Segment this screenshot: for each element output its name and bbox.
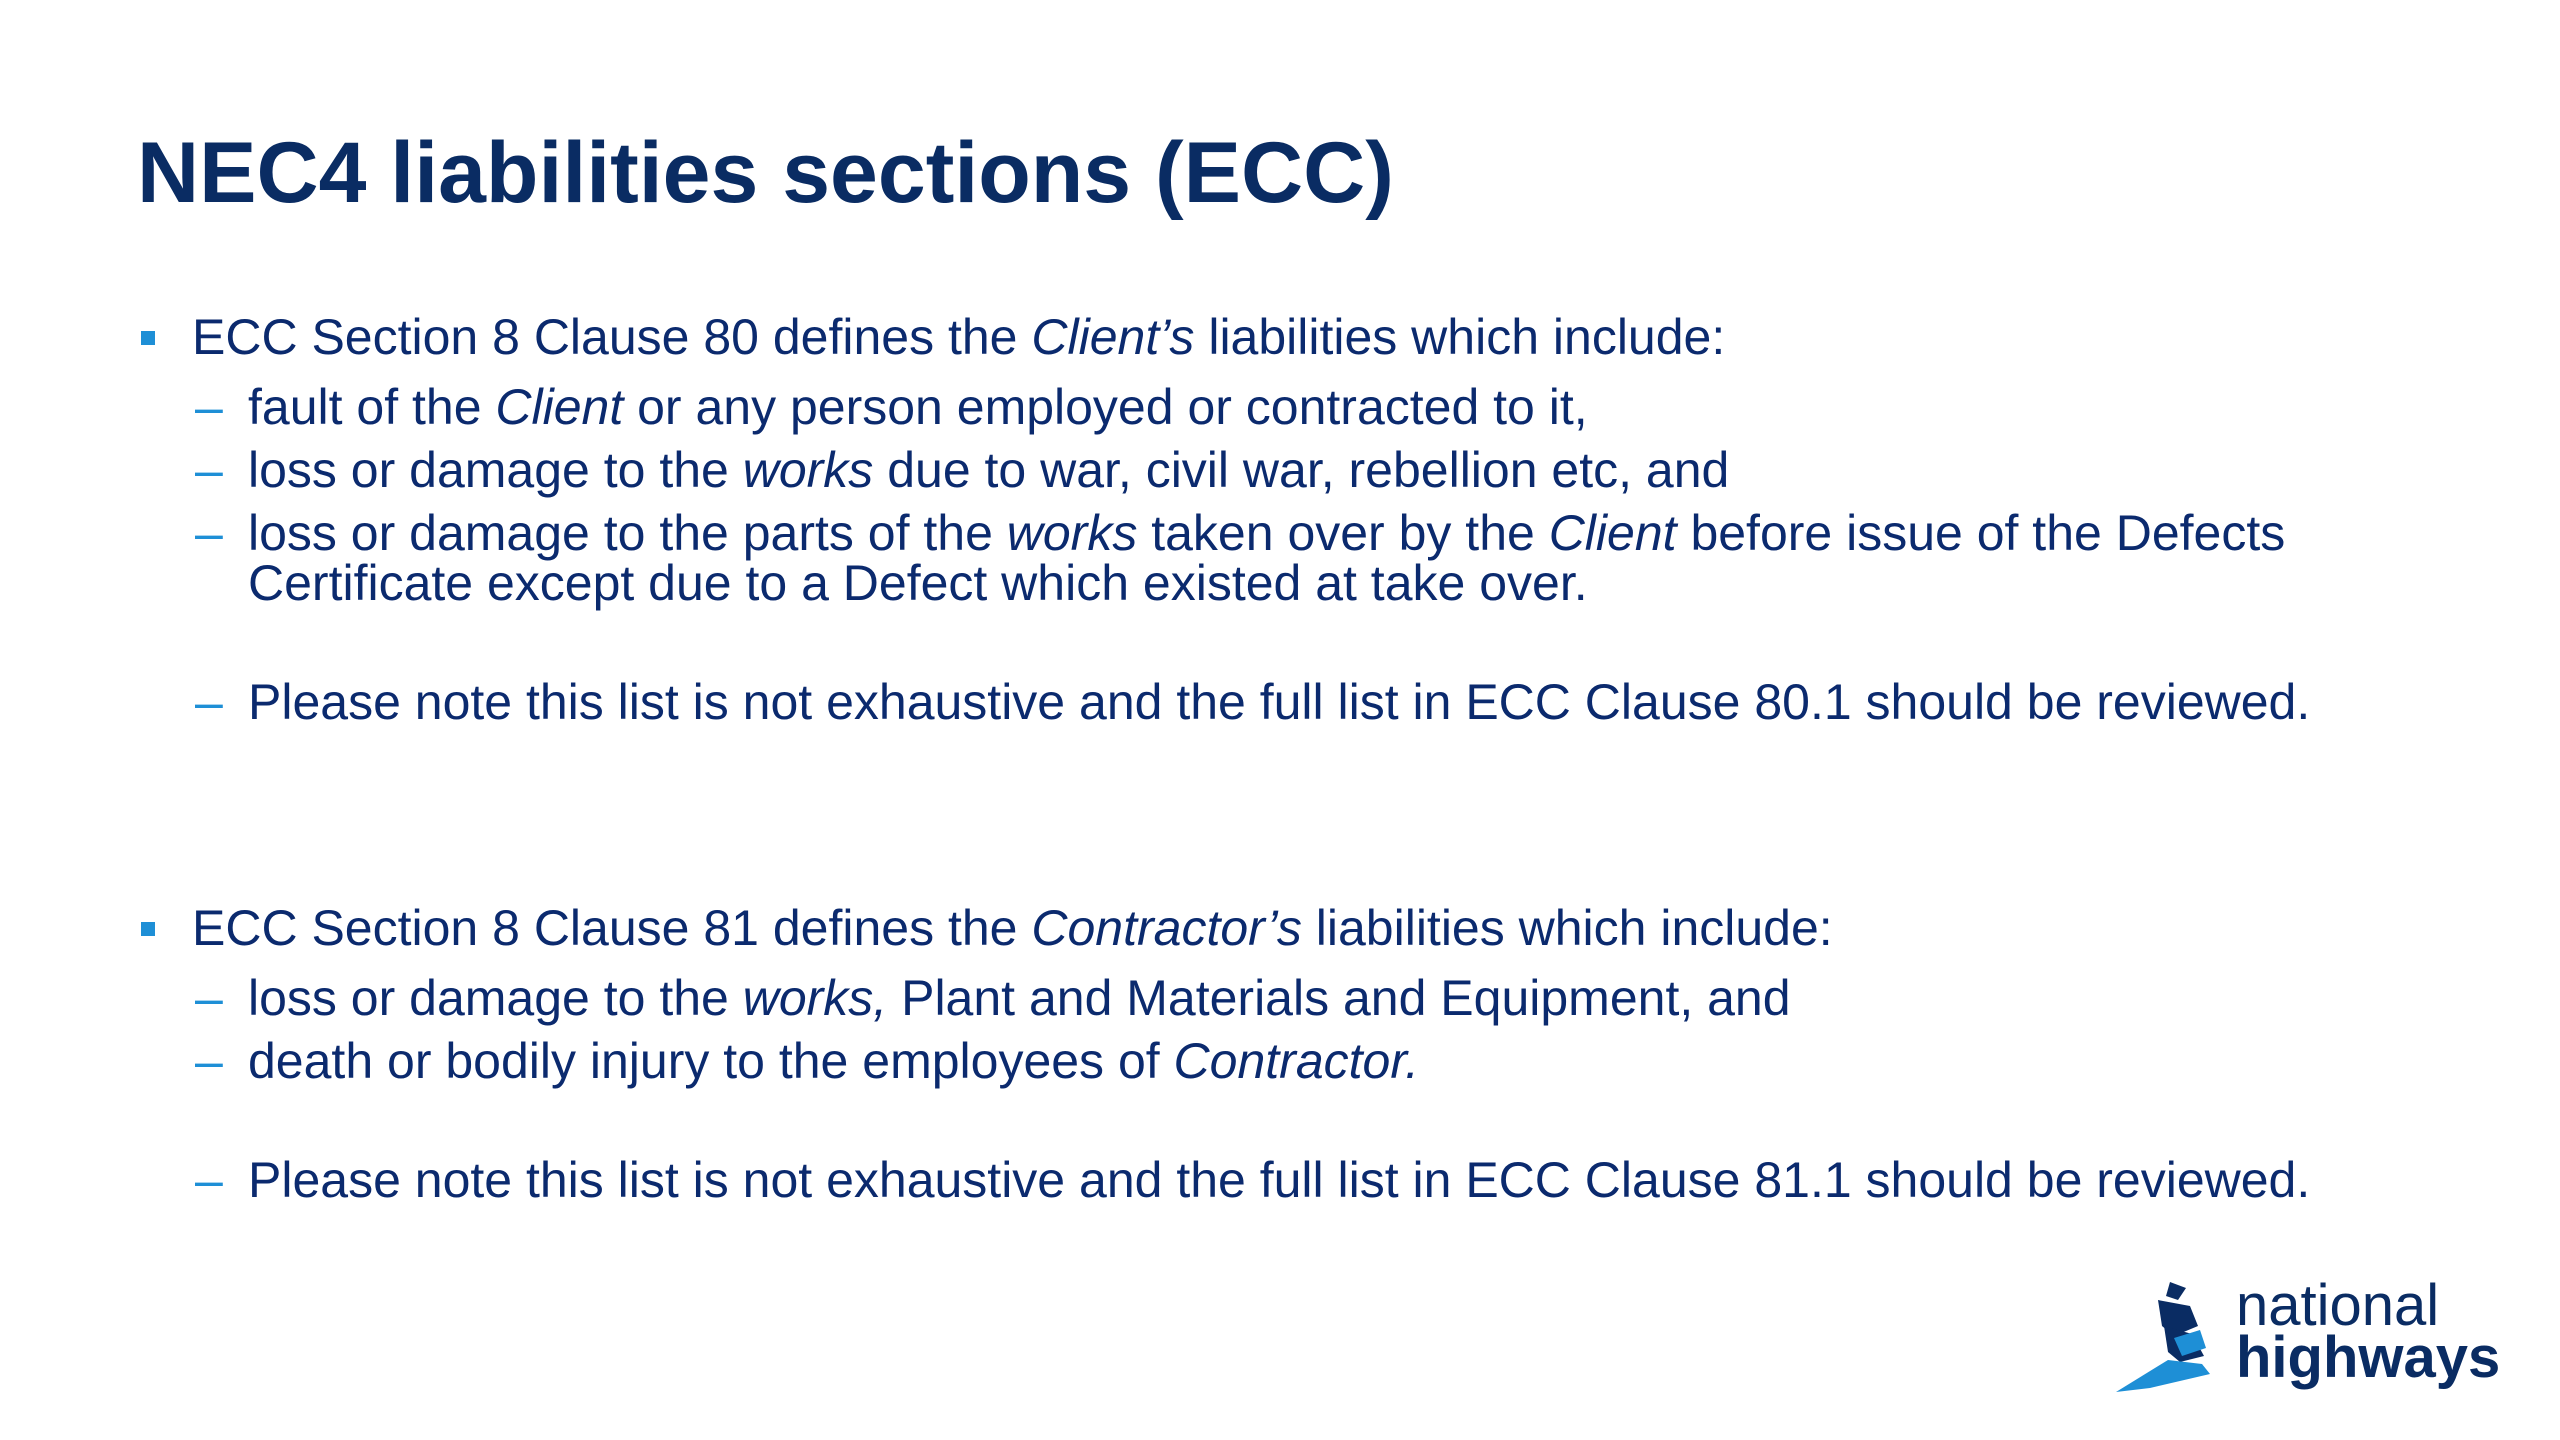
national-highways-logo xyxy=(2112,1273,2512,1398)
dash-bullet-icon: – xyxy=(195,505,223,561)
dash-bullet-icon: – xyxy=(195,1152,223,1208)
dash-bullet-icon: – xyxy=(195,379,223,435)
item-text: loss or damage to the parts of the xyxy=(248,505,1007,561)
item-text-end: or any person employed or contracted to it, xyxy=(623,379,1588,435)
client-liabilities-section xyxy=(137,305,2437,730)
intro-emphasis: Client’s xyxy=(1031,309,1195,365)
intro-text-end: liabilities which include: xyxy=(1301,900,1833,956)
list-item xyxy=(137,442,2437,498)
intro-text: ECC Section 8 Clause 80 defines the xyxy=(192,309,1032,365)
dash-bullet-icon: – xyxy=(195,970,223,1026)
item-text-end: before issue of the Defects xyxy=(1676,505,2286,561)
note-text: Please note this list is not exhaustive and the full list in ECC Clause 81.1 should be reviewed. xyxy=(248,1152,2311,1208)
item-emphasis-2: Client xyxy=(1548,505,1677,561)
item-text: loss or damage to the xyxy=(248,970,743,1026)
list-item xyxy=(137,505,2437,611)
note-text: Please note this list is not exhaustive and the full list in ECC Clause 80.1 should be reviewed. xyxy=(248,674,2311,730)
dash-bullet-icon: – xyxy=(195,674,223,730)
list-note xyxy=(137,674,2437,730)
intro-text: ECC Section 8 Clause 81 defines the xyxy=(192,900,1032,956)
logo-word-national: national xyxy=(2236,1273,2440,1338)
list-item xyxy=(137,1033,2437,1089)
list-item xyxy=(137,379,2437,435)
item-emphasis: works, xyxy=(742,970,888,1026)
list-note xyxy=(137,1152,2437,1208)
item-text-continued: Certificate except due to a Defect which existed at take over. xyxy=(248,555,1588,611)
contractor-liabilities-intro xyxy=(137,896,2437,960)
item-text: loss or damage to the xyxy=(248,442,743,498)
square-bullet-icon xyxy=(141,922,155,936)
logo-wordmark xyxy=(2236,1273,2501,1390)
item-emphasis: Client xyxy=(495,379,624,435)
square-bullet-icon xyxy=(141,331,155,345)
item-text: death or bodily injury to the employees of xyxy=(248,1033,1174,1089)
item-emphasis: works xyxy=(742,442,874,498)
intro-emphasis: Contractor’s xyxy=(1031,900,1302,956)
dash-bullet-icon: – xyxy=(195,1033,223,1089)
contractor-liabilities-section xyxy=(137,896,2437,1208)
page-title: NEC4 liabilities sections (ECC) xyxy=(137,125,1394,221)
intro-text-end: liabilities which include: xyxy=(1194,309,1726,365)
logo-word-highways: highways xyxy=(2236,1325,2501,1390)
item-text: fault of the xyxy=(248,379,496,435)
item-text-mid: taken over by the xyxy=(1137,505,1549,561)
list-item xyxy=(137,970,2437,1026)
national-highways-mark-icon xyxy=(2112,1278,2232,1398)
client-liabilities-intro xyxy=(137,305,2437,369)
item-text-end: Plant and Materials and Equipment, and xyxy=(887,970,1791,1026)
item-emphasis: Contractor. xyxy=(1173,1033,1420,1089)
dash-bullet-icon: – xyxy=(195,442,223,498)
item-emphasis: works xyxy=(1006,505,1138,561)
item-text-end: due to war, civil war, rebellion etc, and xyxy=(873,442,1730,498)
